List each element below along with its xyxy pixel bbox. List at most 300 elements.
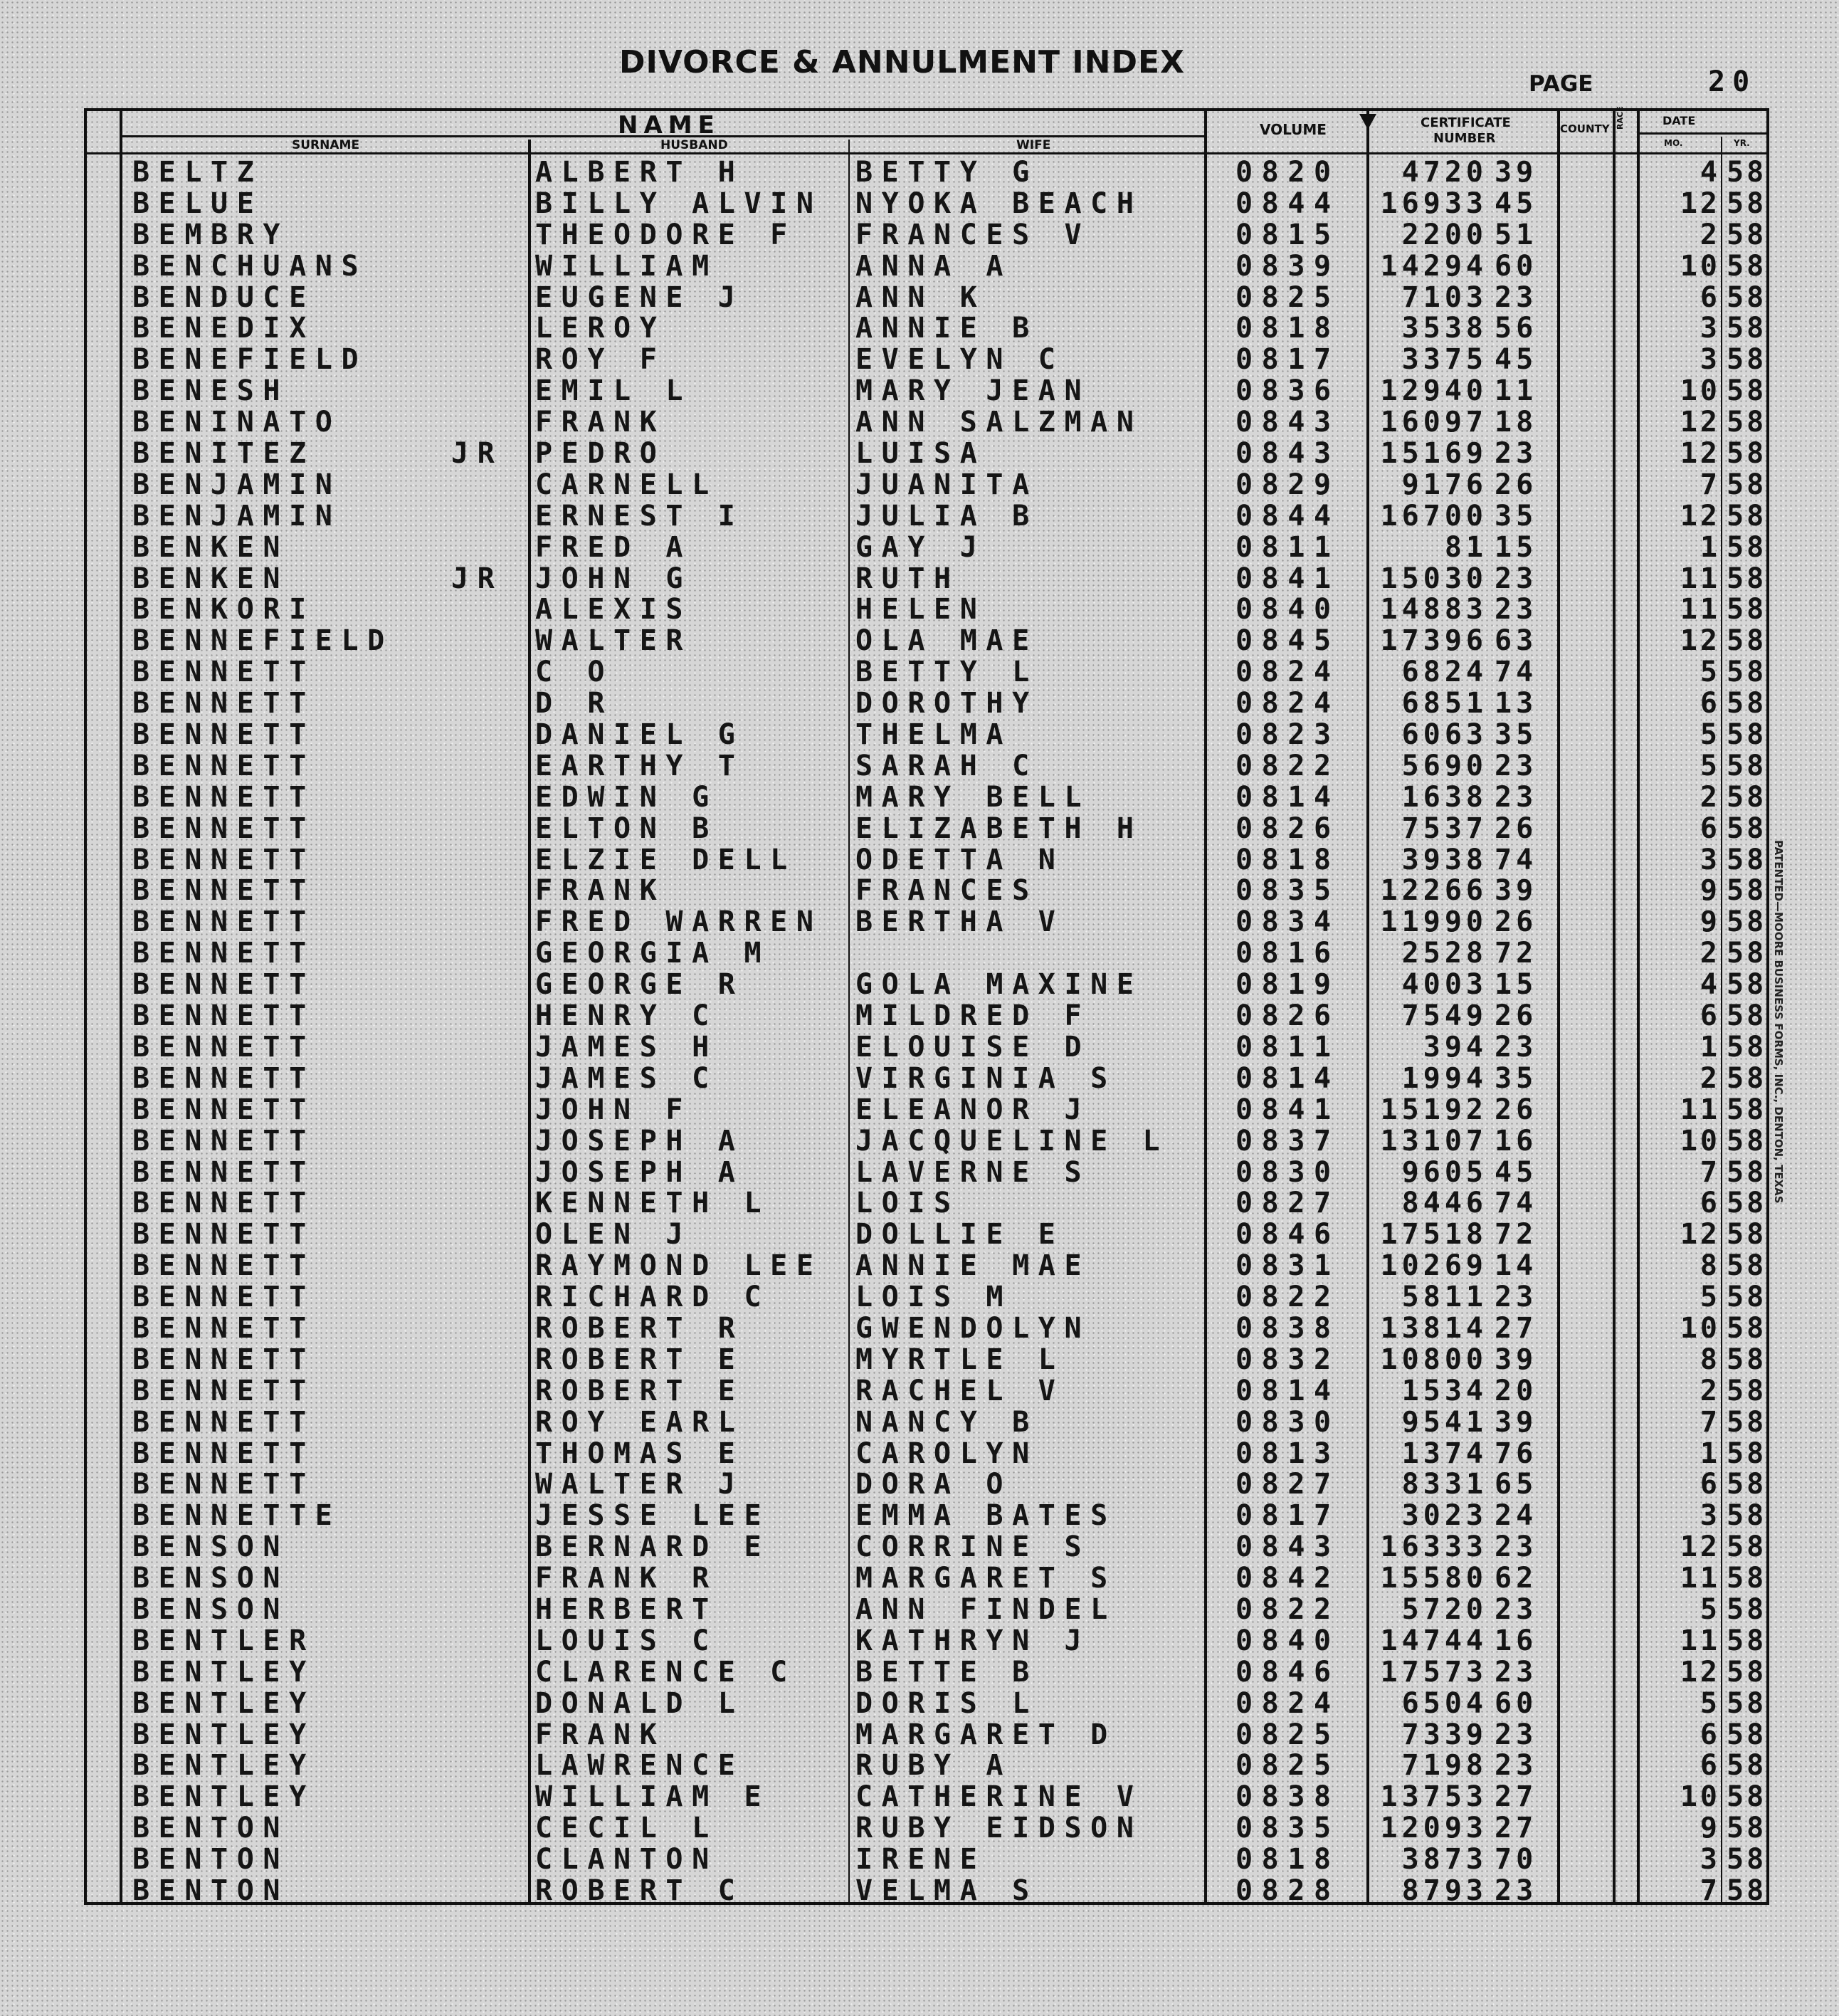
volume-cell: 0829 [1235, 468, 1340, 501]
surname-cell: BENTON [132, 1812, 290, 1845]
husband-cell: ROBERT C [535, 1874, 744, 1907]
surname-cell: BENNETT [132, 1218, 315, 1251]
table-row [0, 1031, 1839, 1063]
certificate-cell: 3873 [1401, 1843, 1487, 1876]
husband-cell: LAWRENCE [535, 1749, 744, 1783]
volume-cell: 0834 [1235, 905, 1340, 939]
county-cell: 23 [1495, 1592, 1538, 1626]
wife-cell: SARAH C [855, 749, 1038, 782]
husband-cell: ELTON B [535, 812, 718, 845]
year-cell: 58 [1727, 1468, 1767, 1501]
husband-cell: C O [535, 656, 614, 689]
county-cell: 23 [1495, 437, 1538, 471]
certificate-cell: 16333 [1380, 1531, 1487, 1564]
table-row [0, 906, 1839, 938]
volume-cell: 0841 [1235, 1093, 1340, 1126]
wife-cell: LOIS [855, 1187, 960, 1220]
year-cell: 58 [1727, 968, 1767, 1002]
county-cell: 56 [1495, 312, 1538, 345]
year-cell: 58 [1727, 1562, 1767, 1595]
volume-cell: 0835 [1235, 1812, 1340, 1845]
county-cell: 14 [1495, 1249, 1538, 1283]
wife-cell: EMMA BATES [855, 1499, 1117, 1533]
certificate-cell: 5690 [1401, 749, 1487, 782]
husband-cell: OLEN J [535, 1218, 692, 1251]
month-cell: 9 [1700, 905, 1720, 939]
county-cell: 23 [1495, 1749, 1538, 1783]
year-cell: 58 [1727, 843, 1767, 876]
table-row [0, 1812, 1839, 1844]
surname-cell: BENNETT [132, 1124, 315, 1157]
county-cell: 51 [1495, 218, 1538, 251]
table-row [0, 1313, 1839, 1344]
volume-cell: 0845 [1235, 624, 1340, 658]
table-row [0, 750, 1839, 782]
certificate-cell: 3938 [1401, 843, 1487, 876]
volume-cell: 0813 [1235, 1437, 1340, 1470]
county-cell: 13 [1495, 687, 1538, 720]
volume-cell: 0823 [1235, 718, 1340, 752]
wife-cell: DORIS L [855, 1686, 1038, 1720]
month-cell: 5 [1700, 1592, 1720, 1626]
county-cell: 45 [1495, 1155, 1538, 1189]
county-cell: 23 [1495, 1718, 1538, 1751]
table-row [0, 469, 1839, 500]
surname-cell: BENNETT [132, 968, 315, 1002]
surname-cell: BENNETT [132, 999, 315, 1033]
husband-cell: WILLIAM E [535, 1780, 771, 1814]
county-cell: 23 [1495, 1655, 1538, 1689]
husband-cell: FRANK R [535, 1562, 718, 1595]
volume-cell: 0840 [1235, 593, 1340, 626]
month-cell: 10 [1680, 1124, 1720, 1157]
certificate-cell: 3023 [1401, 1499, 1487, 1533]
wife-cell: KATHRYN J [855, 1624, 1091, 1657]
month-cell: 2 [1700, 1374, 1720, 1407]
volume-cell: 0826 [1235, 812, 1340, 845]
wife-cell: ANNIE MAE [855, 1249, 1091, 1283]
husband-cell: LEROY [535, 312, 666, 345]
month-cell: 7 [1700, 1155, 1720, 1189]
year-cell: 58 [1727, 1374, 1767, 1407]
name-header: NAME [618, 111, 720, 140]
wife-cell: MARGARET D [855, 1718, 1117, 1751]
month-cell: 12 [1680, 624, 1720, 658]
husband-cell: FRANK [535, 874, 666, 908]
year-cell: 58 [1727, 468, 1767, 501]
county-cell: 45 [1495, 187, 1538, 220]
county-cell: 26 [1495, 999, 1538, 1033]
month-cell: 12 [1680, 1218, 1720, 1251]
suffix-cell: JR [451, 437, 504, 471]
year-cell: 58 [1727, 1531, 1767, 1564]
surname-cell: BELUE [132, 187, 263, 220]
volume-cell: 0824 [1235, 656, 1340, 689]
volume-cell: 0822 [1235, 749, 1340, 782]
volume-cell: 0820 [1235, 156, 1340, 189]
husband-cell: WALTER J [535, 1468, 744, 1501]
suffix-cell: JR [451, 562, 504, 595]
wife-cell: BETTY L [855, 656, 1038, 689]
year-cell: 58 [1727, 1343, 1767, 1376]
wife-cell: RACHEL V [855, 1374, 1065, 1407]
month-cell: 4 [1700, 968, 1720, 1002]
husband-cell: THEODORE F [535, 218, 796, 251]
husband-cell: HERBERT [535, 1592, 718, 1626]
wife-cell: GOLA MAXINE [855, 968, 1143, 1002]
year-cell: 58 [1727, 718, 1767, 752]
race-header: RACE [1616, 106, 1625, 130]
certificate-cell: 2528 [1401, 937, 1487, 970]
certificate-cell: 12940 [1380, 374, 1487, 408]
county-cell: 20 [1495, 1374, 1538, 1407]
surname-cell: BENNETT [132, 1468, 315, 1501]
volume-cell: 0815 [1235, 218, 1340, 251]
month-cell: 1 [1700, 1030, 1720, 1064]
volume-cell: 0846 [1235, 1218, 1340, 1251]
certificate-cell: 5720 [1401, 1592, 1487, 1626]
table-row [0, 406, 1839, 438]
county-cell: 39 [1495, 1343, 1538, 1376]
month-cell: 5 [1700, 1686, 1720, 1720]
table-row [0, 313, 1839, 344]
husband-cell: ALEXIS [535, 593, 692, 626]
wife-cell: LOIS M [855, 1281, 1013, 1314]
husband-cell: ROBERT R [535, 1311, 744, 1345]
county-cell: 45 [1495, 343, 1538, 377]
volume-cell: 0835 [1235, 874, 1340, 908]
certificate-cell: 6824 [1401, 656, 1487, 689]
wife-cell: IRENE [855, 1843, 986, 1876]
month-cell: 8 [1700, 1249, 1720, 1283]
wife-cell: CAROLYN [855, 1437, 1038, 1470]
husband-cell: JESSE LEE [535, 1499, 771, 1533]
surname-cell: BENNETT [132, 1405, 315, 1439]
year-cell: 58 [1727, 624, 1767, 658]
table-row [0, 532, 1839, 563]
volume-cell: 0842 [1235, 1562, 1340, 1595]
volume-cell: 0830 [1235, 1405, 1340, 1439]
month-cell: 8 [1700, 1343, 1720, 1376]
county-cell: 16 [1495, 1624, 1538, 1657]
month-cell: 10 [1680, 1780, 1720, 1814]
volume-cell: 0838 [1235, 1311, 1340, 1345]
wife-cell: RUBY EIDSON [855, 1812, 1143, 1845]
year-cell: 58 [1727, 280, 1767, 314]
certificate-cell: 15169 [1380, 437, 1487, 471]
surname-cell: BENEDIX [132, 312, 315, 345]
certificate-cell: 6851 [1401, 687, 1487, 720]
county-cell: 26 [1495, 812, 1538, 845]
month-cell: 11 [1680, 593, 1720, 626]
table-row [0, 719, 1839, 750]
month-cell: 7 [1700, 468, 1720, 501]
surname-cell: BENINATO [132, 406, 342, 439]
month-cell: 6 [1700, 1718, 1720, 1751]
certificate-cell: 16097 [1380, 406, 1487, 439]
surname-cell: BENNETT [132, 1249, 315, 1283]
county-cell: 24 [1495, 1499, 1538, 1533]
year-cell: 58 [1727, 1249, 1767, 1283]
header-bottom-rule [87, 152, 1769, 154]
county-cell: 74 [1495, 656, 1538, 689]
certificate-cell: 7103 [1401, 280, 1487, 314]
volume-cell: 0827 [1235, 1187, 1340, 1220]
county-cell: 15 [1495, 968, 1538, 1002]
volume-cell: 0814 [1235, 780, 1340, 814]
county-cell: 23 [1495, 562, 1538, 595]
husband-cell: HENRY C [535, 999, 718, 1033]
certificate-header-line2: NUMBER [1433, 131, 1496, 146]
surname-cell: BENTLEY [132, 1686, 315, 1720]
month-cell: 11 [1680, 1093, 1720, 1126]
county-cell: 23 [1495, 1030, 1538, 1064]
certificate-cell: 2200 [1401, 218, 1487, 251]
county-cell: 23 [1495, 1874, 1538, 1907]
certificate-cell: 15580 [1380, 1562, 1487, 1595]
month-cell: 12 [1680, 437, 1720, 471]
table-row [0, 1531, 1839, 1563]
table-row [0, 1875, 1839, 1906]
county-cell: 15 [1495, 530, 1538, 564]
surname-cell: BENNETTE [132, 1499, 342, 1533]
wife-cell: RUBY A [855, 1749, 1013, 1783]
wife-cell: MARGARET S [855, 1562, 1117, 1595]
county-cell: 60 [1495, 249, 1538, 283]
husband-cell: ROY EARL [535, 1405, 744, 1439]
wife-cell: CORRINE S [855, 1531, 1091, 1564]
table-row [0, 563, 1839, 594]
volume-cell: 0841 [1235, 562, 1340, 595]
volume-cell: 0818 [1235, 312, 1340, 345]
county-cell: 23 [1495, 593, 1538, 626]
year-cell: 58 [1727, 1061, 1767, 1095]
table-row [0, 969, 1839, 1000]
county-cell: 23 [1495, 780, 1538, 814]
volume-cell: 0840 [1235, 1624, 1340, 1657]
surname-cell: BENNETT [132, 1343, 315, 1376]
month-cell: 10 [1680, 249, 1720, 283]
certificate-cell: 14294 [1380, 249, 1487, 283]
county-cell: 26 [1495, 905, 1538, 939]
year-cell: 58 [1727, 1843, 1767, 1876]
month-cell: 1 [1700, 530, 1720, 564]
wife-cell: ELEANOR J [855, 1093, 1091, 1126]
volume-cell: 0825 [1235, 1718, 1340, 1751]
county-cell: 39 [1495, 1405, 1538, 1439]
table-row [0, 1438, 1839, 1469]
volume-cell: 0824 [1235, 687, 1340, 720]
year-header: YR. [1734, 138, 1750, 148]
year-cell: 58 [1727, 156, 1767, 189]
surname-cell: BENNETT [132, 1061, 315, 1095]
certificate-cell: 9605 [1401, 1155, 1487, 1189]
surname-cell: BENNETT [132, 1093, 315, 1126]
surname-cell: BENNETT [132, 1030, 315, 1064]
volume-cell: 0814 [1235, 1374, 1340, 1407]
surname-cell: BENESH [132, 374, 290, 408]
certificate-cell: 1638 [1401, 780, 1487, 814]
certificate-cell: 1994 [1401, 1061, 1487, 1095]
year-cell: 58 [1727, 749, 1767, 782]
table-row [0, 1688, 1839, 1719]
surname-cell: BENNETT [132, 718, 315, 752]
county-cell: 39 [1495, 156, 1538, 189]
surname-cell: BENKEN [132, 530, 290, 564]
year-cell: 58 [1727, 406, 1767, 439]
certificate-cell: 8446 [1401, 1187, 1487, 1220]
certificate-cell: 1534 [1401, 1374, 1487, 1407]
table-row [0, 875, 1839, 906]
month-cell: 10 [1680, 1311, 1720, 1345]
wife-cell: VELMA S [855, 1874, 1038, 1907]
husband-cell: ROBERT E [535, 1343, 744, 1376]
year-cell: 58 [1727, 499, 1767, 532]
husband-cell: BILLY ALVIN [535, 187, 823, 220]
wife-cell: LUISA [855, 437, 986, 471]
surname-cell: BENNEFIELD [132, 624, 394, 658]
surname-cell: BENTLEY [132, 1655, 315, 1689]
table-row [0, 157, 1839, 188]
certificate-cell: 17573 [1380, 1655, 1487, 1689]
table-row [0, 251, 1839, 282]
volume-cell: 0817 [1235, 1499, 1340, 1533]
year-cell: 58 [1727, 1812, 1767, 1845]
husband-cell: JAMES H [535, 1030, 718, 1064]
husband-cell: THOMAS E [535, 1437, 744, 1470]
certificate-cell: 8331 [1401, 1468, 1487, 1501]
husband-cell: FRANK [535, 1718, 666, 1751]
table-row [0, 1375, 1839, 1407]
column-marker-triangle [1359, 114, 1376, 130]
county-cell: 27 [1495, 1812, 1538, 1845]
surname-cell: BENJAMIN [132, 499, 342, 532]
year-cell: 58 [1727, 905, 1767, 939]
year-cell: 58 [1727, 593, 1767, 626]
volume-cell: 0843 [1235, 406, 1340, 439]
wife-cell: MARY BELL [855, 780, 1091, 814]
surname-cell: BENKORI [132, 593, 315, 626]
wife-cell: ELIZABETH H [855, 812, 1143, 845]
wife-cell: JACQUELINE L [855, 1124, 1169, 1157]
county-cell: 16 [1495, 1124, 1538, 1157]
table-row [0, 813, 1839, 844]
year-cell: 58 [1727, 530, 1767, 564]
year-cell: 58 [1727, 1874, 1767, 1907]
volume-cell: 0811 [1235, 530, 1340, 564]
volume-cell: 0814 [1235, 1061, 1340, 1095]
month-cell: 1 [1700, 1437, 1720, 1470]
table-row [0, 282, 1839, 313]
volume-cell: 0844 [1235, 499, 1340, 532]
table-row [0, 1094, 1839, 1125]
county-cell: 72 [1495, 1218, 1538, 1251]
year-cell: 58 [1727, 218, 1767, 251]
year-cell: 58 [1727, 1281, 1767, 1314]
wife-cell: FRANCES V [855, 218, 1091, 251]
month-cell: 3 [1700, 843, 1720, 876]
surname-cell: BENNETT [132, 1374, 315, 1407]
husband-cell: EUGENE J [535, 280, 744, 314]
volume-header: VOLUME [1260, 121, 1327, 138]
wife-cell: GAY J [855, 530, 986, 564]
county-cell: 65 [1495, 1468, 1538, 1501]
husband-cell: EMIL L [535, 374, 692, 408]
date-header: DATE [1663, 114, 1696, 127]
year-cell: 58 [1727, 1405, 1767, 1439]
year-cell: 58 [1727, 812, 1767, 845]
year-cell: 58 [1727, 1686, 1767, 1720]
certificate-cell: 10800 [1380, 1343, 1487, 1376]
month-cell: 2 [1700, 937, 1720, 970]
month-cell: 12 [1680, 499, 1720, 532]
year-cell: 58 [1727, 1437, 1767, 1470]
husband-cell: LOUIS C [535, 1624, 718, 1657]
table-row [0, 625, 1839, 656]
month-cell: 2 [1700, 1061, 1720, 1095]
year-cell: 58 [1727, 780, 1767, 814]
month-cell: 5 [1700, 656, 1720, 689]
surname-cell: BENSON [132, 1562, 290, 1595]
page-title: DIVORCE & ANNULMENT INDEX [619, 44, 1185, 80]
certificate-cell: 16700 [1380, 499, 1487, 532]
surname-cell: BENTON [132, 1874, 290, 1907]
certificate-cell: 6504 [1401, 1686, 1487, 1720]
husband-cell: EDWIN G [535, 780, 718, 814]
volume-cell: 0836 [1235, 374, 1340, 408]
year-cell: 58 [1727, 937, 1767, 970]
surname-cell: BENTLEY [132, 1718, 315, 1751]
month-cell: 2 [1700, 218, 1720, 251]
husband-cell: JOSEPH A [535, 1124, 744, 1157]
husband-cell: GEORGIA M [535, 937, 771, 970]
husband-cell: EARTHY T [535, 749, 744, 782]
volume-cell: 0846 [1235, 1655, 1340, 1689]
surname-cell: BENNETT [132, 874, 315, 908]
certificate-cell: 4003 [1401, 968, 1487, 1002]
husband-cell: CLARENCE C [535, 1655, 796, 1689]
certificate-header-line1: CERTIFICATE [1421, 115, 1511, 130]
county-cell: 39 [1495, 874, 1538, 908]
surname-cell: BENEFIELD [132, 343, 368, 377]
county-cell: 74 [1495, 1187, 1538, 1220]
county-cell: 26 [1495, 468, 1538, 501]
month-cell: 3 [1700, 1499, 1720, 1533]
county-header: COUNTY [1560, 122, 1610, 135]
county-cell: 35 [1495, 499, 1538, 532]
table-row [0, 1750, 1839, 1781]
month-cell: 11 [1680, 562, 1720, 595]
wife-cell: NYOKA BEACH [855, 187, 1143, 220]
volume-cell: 0822 [1235, 1281, 1340, 1314]
table-row [0, 1344, 1839, 1375]
certificate-cell: 7549 [1401, 999, 1487, 1033]
year-cell: 58 [1727, 312, 1767, 345]
month-header: MO. [1664, 138, 1683, 148]
index-rows [0, 157, 1839, 1906]
husband-cell: FRED WARREN [535, 905, 823, 939]
wife-cell: JULIA B [855, 499, 1038, 532]
wife-cell: ODETTA N [855, 843, 1065, 876]
certificate-cell: 14883 [1380, 593, 1487, 626]
wife-cell: DORA O [855, 1468, 1013, 1501]
surname-cell: BENNETT [132, 1437, 315, 1470]
table-row [0, 188, 1839, 219]
wife-header: WIFE [1016, 138, 1051, 152]
county-cell: 63 [1495, 624, 1538, 658]
table-row [0, 344, 1839, 375]
wife-cell: NANCY B [855, 1405, 1038, 1439]
